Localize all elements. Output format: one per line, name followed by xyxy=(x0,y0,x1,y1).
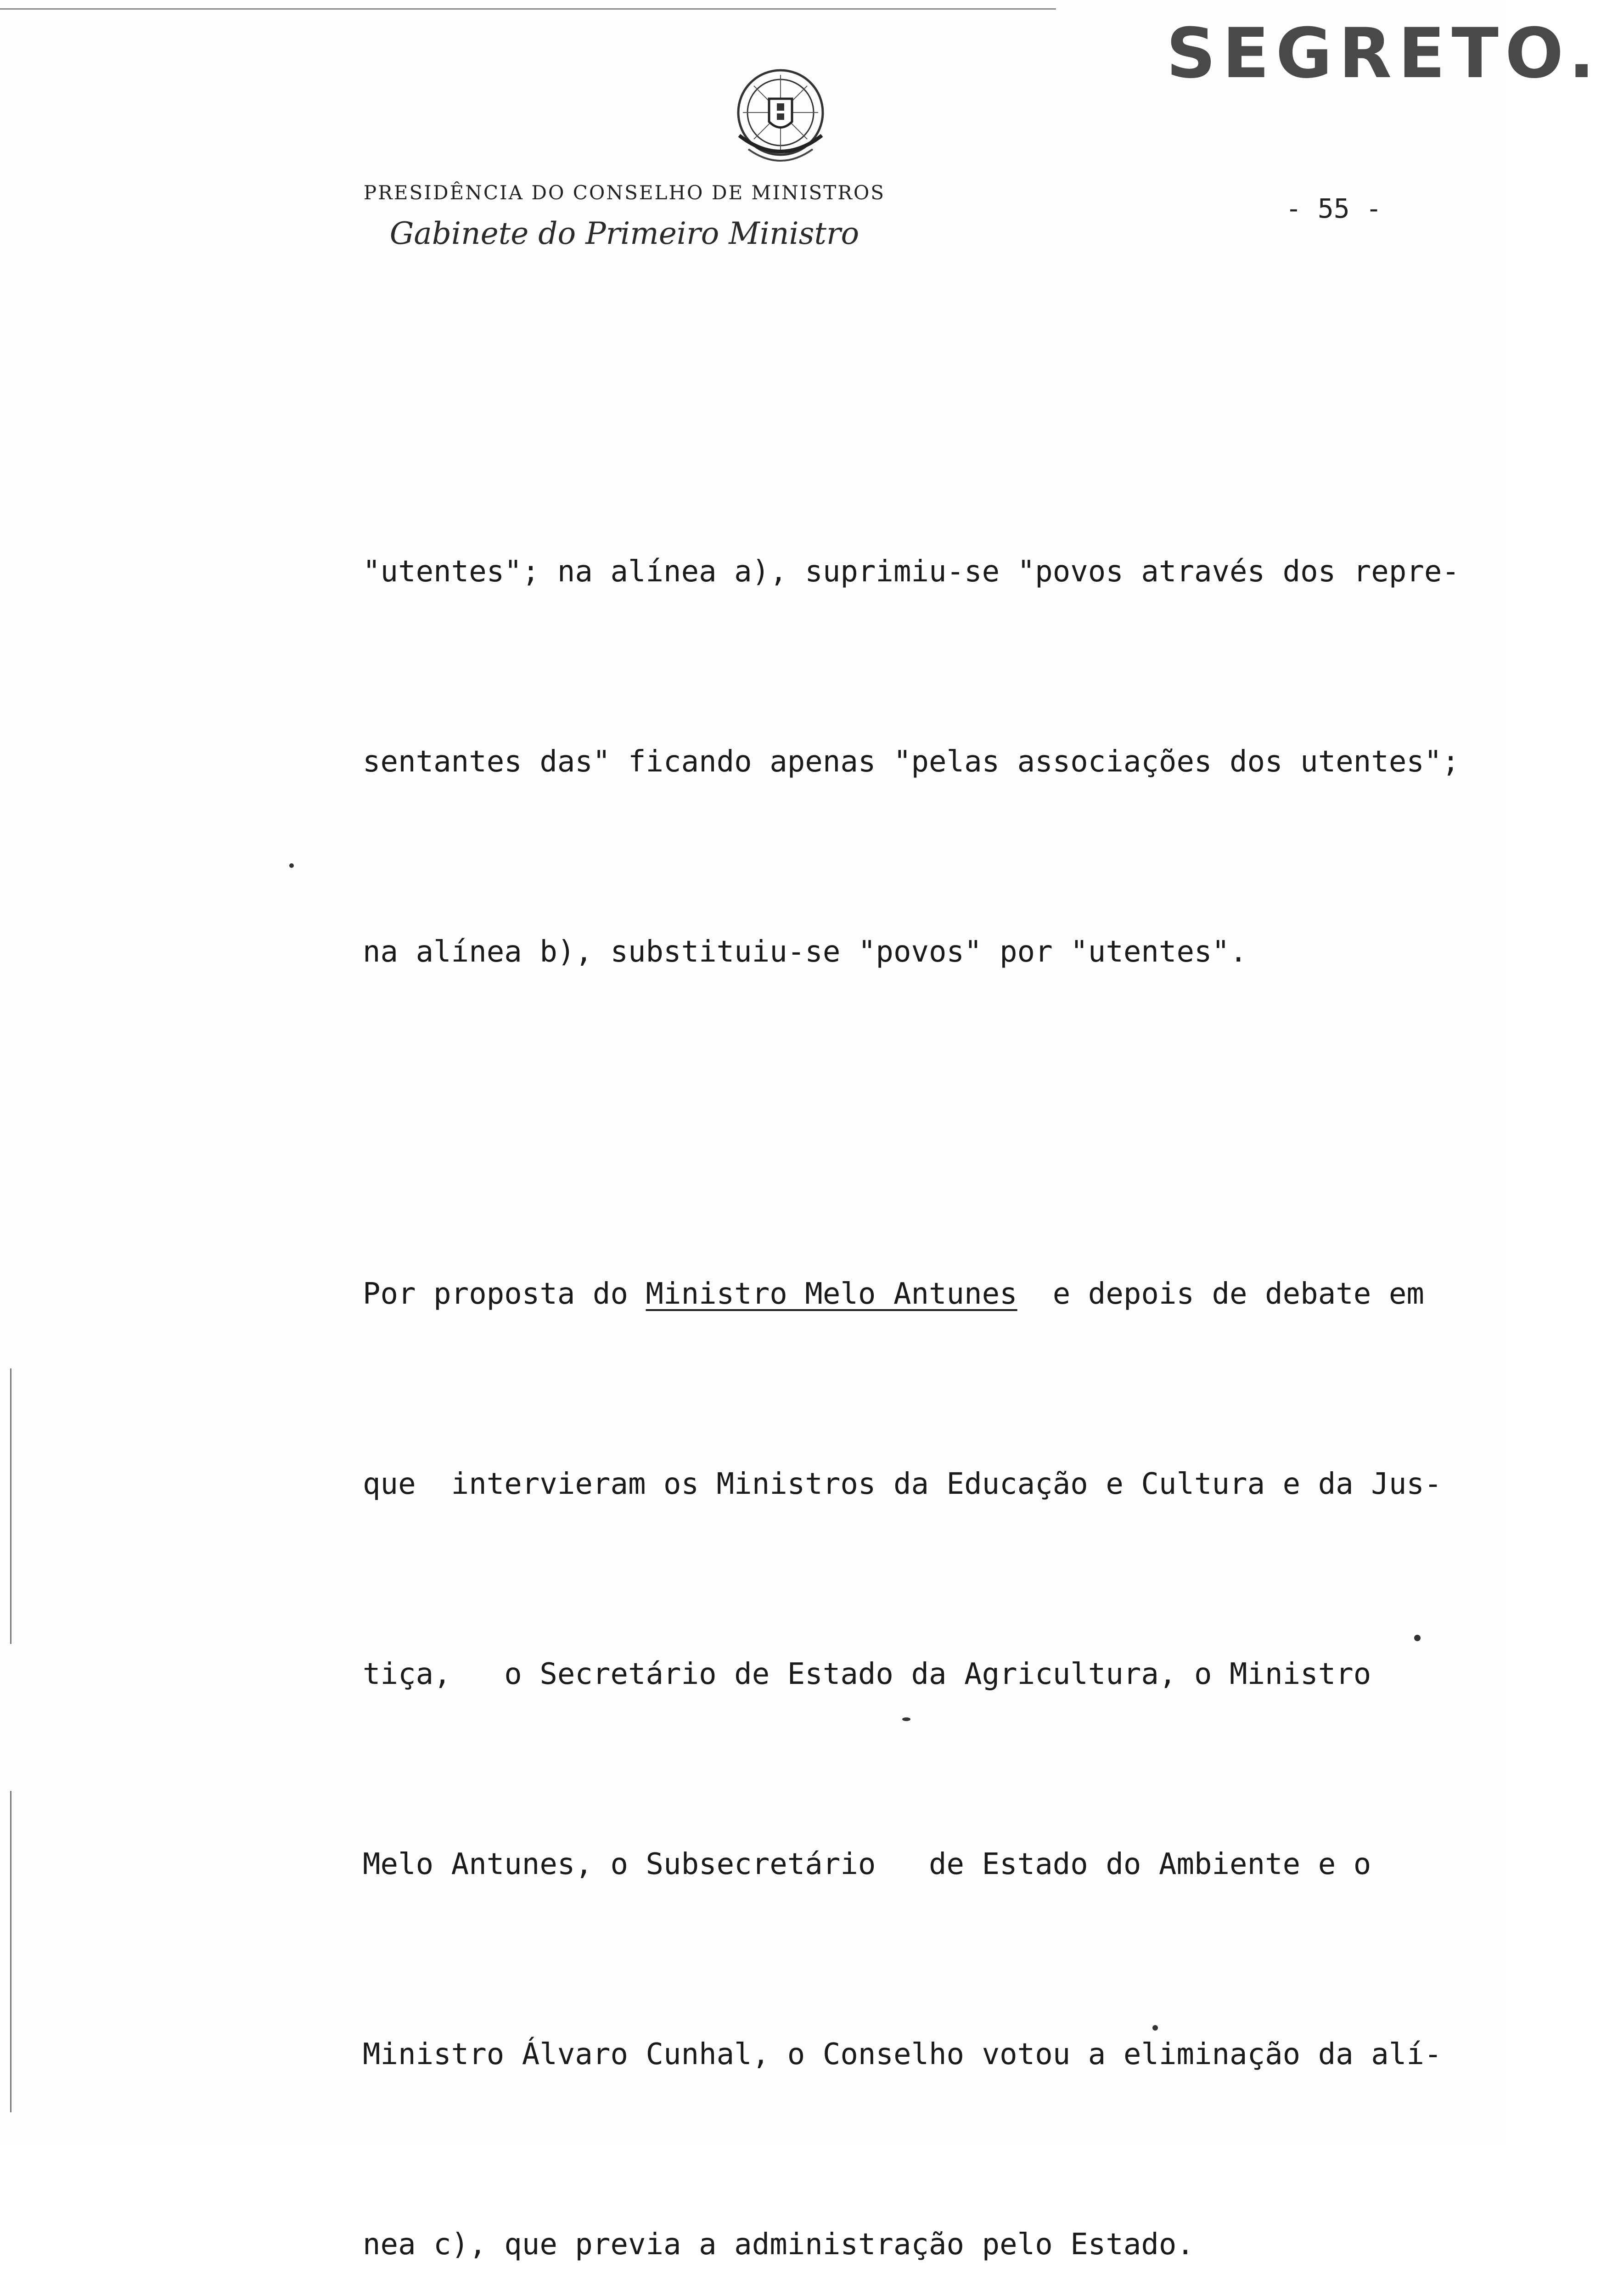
text-line xyxy=(363,1262,1483,1326)
page-number: - 55 - xyxy=(1286,193,1382,224)
scan-edge-mark xyxy=(10,1791,11,2112)
text-span: e depois de debate em xyxy=(1017,1277,1424,1311)
scan-edge-mark xyxy=(10,1368,11,1644)
minister-name: Ministro Melo Antunes xyxy=(646,1277,1017,1311)
document-body xyxy=(363,413,1483,2296)
text-line: que intervieram os Ministros da Educação e Cultura e da Jus- xyxy=(363,1467,1442,1501)
office-title: PRESIDÊNCIA DO CONSELHO DE MINISTROS xyxy=(363,181,886,204)
office-subtitle: Gabinete do Primeiro Ministro xyxy=(389,216,859,251)
text-line: Melo Antunes, o Subsecretário de Estado do Ambiente e o xyxy=(363,1847,1371,1881)
text-line: na alínea b), substituiu-se "povos" por "utentes". xyxy=(363,935,1247,969)
scan-speck xyxy=(902,1717,910,1721)
scan-speck xyxy=(289,863,294,868)
coat-of-arms-emblem xyxy=(725,57,836,177)
paragraph-2 xyxy=(363,1136,1483,2296)
text-line: "utentes"; na alínea a), suprimiu-se "povos através dos repre- xyxy=(363,555,1460,589)
scan-speck xyxy=(1414,1635,1421,1641)
text-line: nea c), que previa a administração pelo Estado. xyxy=(363,2228,1194,2262)
scan-speck xyxy=(1152,2025,1158,2031)
text-span: Por proposta do xyxy=(363,1277,646,1311)
paragraph-1 xyxy=(363,413,1483,1110)
top-rule xyxy=(0,8,1056,10)
secret-stamp: SEGRETO. xyxy=(1166,14,1601,94)
text-line: sentantes das" ficando apenas "pelas associações dos utentes"; xyxy=(363,745,1460,779)
text-line: tiça, o Secretário de Estado da Agricultura, o Ministro xyxy=(363,1657,1371,1691)
text-line: Ministro Álvaro Cunhal, o Conselho votou a eliminação da alí- xyxy=(363,2037,1442,2071)
